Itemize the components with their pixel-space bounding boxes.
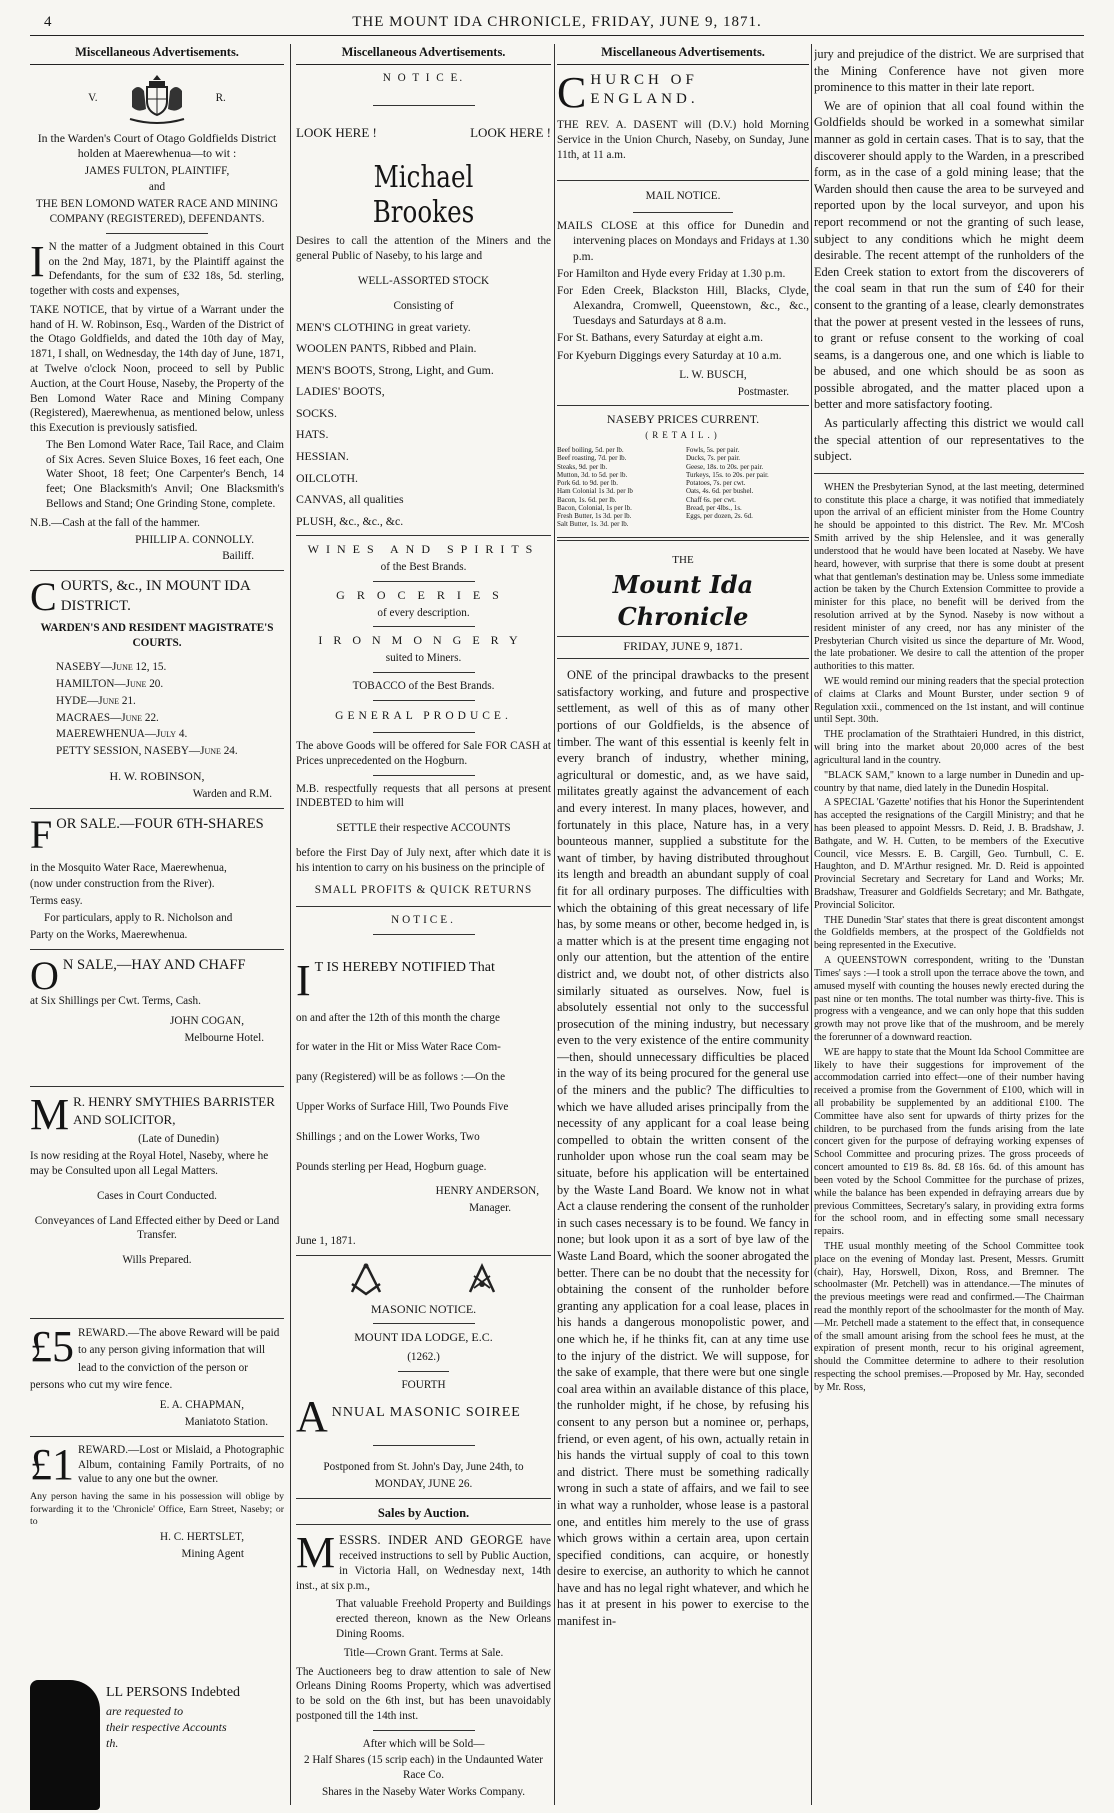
blot-line: their respective Accounts: [106, 1720, 227, 1735]
price-item: Bacon, Colonial, 1s per lb.: [557, 503, 632, 512]
smythies-text: Is now residing at the Royal Hotel, Naseby, where he may be Consulted upon all Legal Matters.: [30, 1150, 269, 1177]
mb-text: M.B. respectfully requests that all persons at present INDEBTED to him will: [296, 782, 551, 810]
stock-item: WOOLEN PANTS, Ribbed and Plain.: [296, 341, 477, 356]
price-item: Bread, per 4lbs., 1s.: [686, 503, 742, 512]
inder-title: ESSRS. INDER AND GEORGE: [339, 1532, 523, 1548]
divider: [633, 212, 734, 213]
drop-cap: I: [296, 956, 311, 1005]
notified-line: Pounds sterling per Head, Hogburn guage.: [296, 1160, 487, 1173]
divider: [373, 732, 475, 733]
news-paragraph: WE would remind our mining readers that the special protection of claims at Clarks and Mount Burster, under section 9 of Regulation xxii., commenced on the 1st instant, and will continue until Sept. 30th.: [814, 676, 1084, 726]
sale-line: (now under construction from the River).: [30, 878, 215, 891]
crest-letter-v: V.: [88, 92, 98, 105]
smythies-title: R. HENRY SMYTHIES BARRISTER AND SOLICITOR,: [73, 1093, 275, 1127]
inder-property: That valuable Freehold Property and Buildings erected thereon, known as the New Orleans Dining Rooms.: [336, 1598, 551, 1640]
mail-line: For Kyeburn Diggings every Saturday at 10 a.m.: [557, 349, 782, 362]
chapman-name: E. A. CHAPMAN,: [159, 1399, 244, 1412]
shares-line-2: Shares in the Naseby Water Works Company.: [321, 1786, 526, 1799]
court-date: MAEREWHENUA—July 4.: [56, 728, 188, 741]
cash-text: The above Goods will be offered for Sale FOR CASH at Prices unprecedented on the Hogburn.: [296, 739, 551, 767]
masthead: THE MOUNT IDA CHRONICLE, FRIDAY, JUNE 9, 1871.: [352, 14, 762, 30]
inder-title-line: Title—Crown Grant. Terms at Sale.: [343, 1646, 504, 1659]
soiree-title: NNUAL MASONIC SOIREE: [331, 1404, 521, 1420]
divider: [30, 570, 284, 571]
divider: [30, 1086, 284, 1087]
royal-coat-of-arms-icon: [122, 71, 192, 127]
column-heading: Miscellaneous Advertisements.: [557, 44, 809, 65]
stock-item: SOCKS.: [296, 405, 337, 420]
sale-line: For particulars, apply to R. Nicholson and: [44, 911, 233, 924]
stock-item: CANVAS, all qualities: [296, 492, 404, 507]
divider: [373, 700, 475, 701]
prices-heading: NASEBY PRICES CURRENT.: [606, 412, 760, 427]
wines-sub: of the Best Brands.: [380, 561, 467, 574]
tobacco-line: TOBACCO of the Best Brands.: [352, 680, 495, 693]
sale-line: in the Mosquito Water Race, Maerewhenua,: [30, 861, 227, 874]
michael-brookes-name: Michael Brookes: [372, 160, 475, 230]
shares-line: 2 Half Shares (15 scrip each) in the Undaunted Water Race Co.: [303, 1754, 544, 1782]
divider: [373, 1445, 475, 1446]
leader-article: [557, 667, 809, 1629]
reward1-text2: Any person having the same in his possession will oblige by forwarding it to the 'Chronicle' Office, Earn Street, Naseby; or to: [30, 1491, 284, 1527]
blot-line: th.: [106, 1736, 119, 1751]
divider: [30, 1436, 284, 1437]
news-items: [814, 482, 1084, 1395]
leader-text: ONE of the principal drawbacks to the present satisfactory working, and future and prospective settlement, as well of this as of many other portions of our Goldfields, is the absence of timber. The want of this essential is keenly felt in every branch of industry, whether mining, agricultural or domestic, and, as we have said, militates greatly against the advancement of each and every interest. In many places, however, and fortunately in this place, Nature has, in a very bounteous manner, supplied a substitute for the want of timber, by having distributed throughout its length and breadth an abundant supply of coal fit for all ordinary purposes. The difficulties with which the obtaining of this great necessary of life has, by some means or other, become hedged in, is a matter which is at the present time engaging not only our attention, but the attention of the entire district and, we doubt not, of other districts also similarly situated as ourselves. Now, fuel is absolutely essential not only to the successful prosecution of the mining industry, but necessary even to the very existence of the entire community—then, should unnecessary difficulties be placed in the way of its being procured for the general use of the miners and the public? The difficulties to which we have alluded arises principally from the necessity of any applicant for a coal lease being compelled to obtain the written consent of the runholder upon whose run the coal seam may be situate, before his application will be entertained by the Waste Land Board. We know not in what Act a clause rendering the consent of the runholder in such cases necessary is to be found. We fancy in none; but look upon it as a sort of bye law of the Waste Land Board, which the sooner abrogated the better. There can be no doubt that the necessity for obtaining the consent of the runholder before granting any application for a coal lease, places in his hands a dangerous monopolistic power, and one which he, if he thinks fit, can at any time use to the injury of the district. We will suppose, for the sake of example, that there were but one single coal area within an available distance of this place, the runholder might, if he chose, by refusing his consent to any person but a nominee or, perhaps, friend, or even agent, of his own, actually retain in his hands the virtual supply of coal to this town and district. There must be something radically wrong in such a state of affairs, and we fail to see in what way a runholder, whose lease is a pastoral one, and entitles him merely to the use of grass which grows within a certain area, upon certain specified conditions, can acquire, or honestly desire to exercise, an authority to which he cannot have and has no legal right whatever, and which he has it at present in his power to exercise to the manifest in-: [557, 668, 809, 1629]
inder-ad: [296, 1528, 551, 1593]
crest-row: [30, 71, 284, 127]
square-and-compass-icon: [348, 1262, 384, 1296]
produce-heading: GENERAL PRODUCE.: [335, 709, 512, 722]
anderson-title: Manager.: [469, 1202, 511, 1215]
wines-heading: WINES AND SPIRITS: [307, 542, 540, 557]
consisting-of: Consisting of: [393, 299, 454, 312]
masonic-notice: MASONIC NOTICE.: [370, 1301, 477, 1316]
brookes-intro: Desires to call the attention of the Miners and the general Public of Naseby, to his large and: [296, 235, 551, 263]
smythies-conveyances: Conveyances of Land Effected either by Deed or Land Transfer.: [34, 1214, 280, 1242]
stock-item: OILCLOTH.: [296, 470, 358, 485]
divider: [296, 535, 551, 536]
indebted-notice: [30, 1684, 284, 1751]
reward1-ad: [30, 1439, 284, 1489]
column-1: [30, 44, 284, 1805]
judgment-notice: [30, 236, 284, 299]
notified-line: on and after the 12th of this month the charge: [296, 1011, 500, 1024]
divider: [557, 537, 809, 538]
divider: [30, 1318, 284, 1319]
sale-title: OR SALE.—FOUR 6TH-SHARES: [56, 815, 264, 832]
price-item: Beef boiling, 5d. per lb.: [557, 446, 624, 455]
column-rule: [290, 44, 291, 1805]
inder-regret: The Auctioneers beg to draw attention to sale of New Orleans Dining Rooms Property, which was advertised to be sold on the 6th inst, but has been unavoidably postponed till the 14th inst.: [296, 1665, 551, 1722]
notice-heading-2: NOTICE.: [391, 914, 456, 927]
page-header: [30, 14, 1084, 36]
sale-ad: [30, 811, 284, 857]
column-heading: Miscellaneous Advertisements.: [30, 44, 284, 65]
drop-cap: M: [296, 1528, 336, 1578]
lodge-name: MOUNT IDA LODGE, E.C.: [354, 1330, 493, 1345]
column-heading: Miscellaneous Advertisements.: [296, 44, 551, 65]
column-rule: [554, 44, 555, 1805]
stock-item: HESSIAN.: [296, 448, 349, 463]
groceries-sub: of every description.: [377, 606, 470, 619]
stock-heading: WELL-ASSORTED STOCK: [357, 275, 490, 287]
divider: [557, 405, 809, 406]
page-number: 4: [44, 14, 52, 30]
price-item: Ham Colonial 1s 3d. per lb: [557, 487, 633, 496]
smythies-cases: Cases in Court Conducted.: [97, 1189, 217, 1202]
notice-heading: N O T I C E.: [382, 71, 465, 84]
news-paragraph: WE are happy to state that the Mount Ida School Committee are likely to have their suggestions for improvement of the accommodation carried into effect—one of their number having received a promise from the Government of £100, which will in all probability be supplemented by an additional £100. The Committee have also sent for upwards of thirty prizes for the children, to be purchased from the funds arising from the late concert given for the purpose of defraying working expenses of School Committee and procuring prizes. The gross proceeds of concert amounted to £19 8s. 8d. £8 16s. 6d. of this amount has been voted by the School Committee for the purchase of prizes, while the balance has been expended in defraying arrears due by previous Committees, Secretary's salary, in providing extra forms for the school room, and in effecting some small necessary repairs.: [814, 1046, 1084, 1238]
reward1-text: REWARD.—Lost or Mislaid, a Photographic Album, containing Family Portraits, of no value to any one but the owner.: [78, 1443, 284, 1486]
mail-line: For Eden Creek, Blackston Hill, Blacks, Clyde, Alexandra, Cromwell, Queenstown, &c., &c., Tuesdays and Saturdays at 8 a.m.: [557, 284, 809, 328]
fourth-line: FOURTH: [401, 1379, 446, 1392]
postponed-line: Postponed from St. John's Day, June 24th, to: [323, 1461, 524, 1474]
busch-title: Postmaster.: [737, 385, 789, 398]
price-item: Geese, 18s. to 20s. per pair.: [686, 462, 764, 471]
the-word: THE: [672, 553, 694, 566]
church-title: HURCH OF ENGLAND.: [590, 71, 699, 108]
blot-line: are requested to: [106, 1703, 184, 1718]
mail-line: For St. Bathans, every Saturday at eight a.m.: [557, 332, 764, 345]
price-item: Steaks, 9d. per lb.: [557, 462, 608, 471]
divider: [557, 540, 809, 541]
court-date: HYDE—June 21.: [56, 694, 136, 707]
smythies-sub: (Late of Dunedin): [138, 1133, 219, 1146]
notified-ad: [296, 956, 551, 1005]
bailiff-name: PHILLIP A. CONNOLLY.: [135, 533, 254, 546]
soiree-ad: [296, 1391, 551, 1441]
divider: [296, 1498, 551, 1499]
ironmongery-heading: IRONMONGERY: [318, 633, 529, 648]
sale-line: Terms easy.: [30, 895, 83, 908]
lead-paragraph: As particularly affecting this district we would call the special attention of our representatives to the subject.: [814, 416, 1084, 464]
drop-cap: £5: [30, 1321, 74, 1371]
small-profits: SMALL PROFITS & QUICK RETURNS: [314, 884, 533, 897]
drop-cap: C: [557, 67, 587, 117]
divider: [373, 775, 475, 776]
column-rule: [811, 44, 812, 1805]
news-paragraph: A SPECIAL 'Gazette' notifies that his Honor the Superintendent has accepted the resignations of the Cargill Ministry; and that he has been pleased to appoint Messrs. D. Reid, J. B. Bradshaw, J. Bathgate, and W. H. Cutten, to be members of the Executive Council, vice Messrs. E. B. Cargill, Geo. Turnbull, C. E. Haughton, and D. M'Arthur resigned. Mr. D. Reid is appointed Provincial Secretary and Secretary for Land and Works; Mr. Bradshaw, Treasurer and Goldfields Secretary; and Mr. Bathgate, Provincial Solicitor.: [814, 797, 1084, 911]
nb-line: N.B.—Cash at the fall of the hammer.: [30, 516, 200, 529]
notified-line: pany (Registered) will be as follows :—On the: [296, 1071, 506, 1084]
divider: [557, 658, 809, 659]
postponed-date: MONDAY, JUNE 26.: [374, 1478, 473, 1491]
divider: [106, 233, 208, 234]
divider: [557, 180, 809, 181]
ironmongery-sub: suited to Miners.: [385, 652, 462, 665]
drop-cap: F: [30, 811, 53, 857]
church-ad: [557, 67, 809, 117]
hay-line: at Six Shillings per Cwt. Terms, Cash.: [30, 994, 201, 1007]
brookes-items: [296, 320, 551, 530]
divider: [373, 581, 475, 582]
inder-text: have received instructions to sell by Public Auction, in Victoria Hall, on Wednesday next, 14th inst., at six p.m.,: [296, 1535, 551, 1592]
news-paragraph: "BLACK SAM," known to a large number in Dunedin and up-country by that name, died lately in the Dunedin Hospital.: [814, 769, 1084, 794]
divider: [30, 808, 284, 809]
crest-letter-r: R.: [215, 92, 226, 105]
chronicle-date: FRIDAY, JUNE 9, 1871.: [623, 639, 743, 654]
hertslet-name: H. C. HERTSLET,: [160, 1531, 244, 1544]
cogan-name: JOHN COGAN,: [170, 1015, 244, 1028]
property-text: The Ben Lomond Water Race, Tail Race, and Claim of Six Acres. Seven Sluice Boxes, 16 feet each, One Water Shoot, 18 feet; One Carpenter's Bench, 14 feet; One Blacksmith's Anvil; One Blacksmith's Bellows and Stand; One Grinding Stone, complete.: [46, 438, 284, 511]
sale-lines: [30, 853, 284, 943]
reward5-ad: [30, 1321, 284, 1394]
plaintiff: JAMES FULTON, PLAINTIFF,: [84, 164, 230, 177]
notified-line: Shillings ; and on the Lower Works, Two: [296, 1130, 480, 1143]
stock-item: HATS.: [296, 427, 329, 442]
and-word: and: [148, 181, 166, 194]
drop-cap: O: [30, 952, 59, 998]
divider: [296, 1255, 551, 1256]
price-item: Chaff 6s. per cwt.: [686, 495, 736, 504]
masonic-emblems: [296, 1262, 551, 1296]
robinson-title: Warden and R.M.: [192, 787, 272, 800]
mail-lines: [557, 219, 809, 364]
drop-cap: I: [30, 236, 45, 286]
sale-line: Party on the Works, Maerewhenua.: [30, 928, 188, 941]
divider: [373, 934, 475, 935]
look-here-left: LOOK HERE !: [296, 125, 377, 141]
after-line: After which will be Sold—: [362, 1737, 485, 1750]
judgment-text: N the matter of a Judgment obtained in this Court on the 2nd May, 1871, by the Plaintiff against the Defendants, for the sum of £32 18s, 5d. sterling, together with costs and expenses,: [30, 240, 284, 298]
divider: [557, 636, 809, 637]
price-item: Oats, 4s. 6d. per bushel.: [686, 487, 754, 496]
price-item: Turkeys, 15s. to 20s. per pair.: [686, 470, 769, 479]
july-text: before the First Day of July next, after which date it is his intention to carry on his business on the principle of: [296, 846, 551, 874]
stock-item: LADIES' BOOTS,: [296, 384, 385, 399]
news-paragraph: WHEN the Presbyterian Synod, at the last meeting, determined to constitute this place a charge, it was notified that immediately upon the arrival of an efficient minister from the Home Country he should be appointed to this district. The Rev. Mr. M'Cosh Smith arrived by the ship Helenslee, and it was generally understood that he would have been located at Naseby. We have heard, however, with surprise that there is some doubt at present what that gentleman's destination may be. Unless some immediate action be taken by the Church Extension Committee to provide a minister for this place, no benefit will be derived from the resolution arrived at by the Synod. Naseby is now without a resident minister of any creed, nor has any minister of the Presbyterian Church visited us since the departure of Mr. Wood, the late probationer. We desire to call the attention of the proper authorities to this matter.: [814, 481, 1084, 673]
lead-paragraph: We are of opinion that all coal found within the Goldfields should be worked in a somewhat similar manner as gold in certain cases. That is to say, that the discoverer should apply to the Warden, in a prescribed form, as in the case of a gold mining lease; that the Warden should then cause the area to be surveyed and reported upon by the local surveyor, and upon his report recommend or not the granting of such lease, subject to any conditions which he might deem desirable. The recent attempt of the runholders of the Eden Creek station to extort from the discoverers of the coal seam in that run the sum of £40 for their consent to the granting of a lease, clearly demonstrates that the power at present vested in the lessees of runs, to grant or refuse consent to the working of coal seams, is a dangerous one, and one which is liable to be abused, and one which should be as soon as possible abrogated, and the matter placed upon a better and more satisfactory footing.: [814, 98, 1084, 412]
price-item: Ducks, 7s. per pair.: [686, 454, 741, 463]
divider: [373, 672, 475, 673]
blot-line: LL PERSONS Indebted: [106, 1685, 241, 1700]
news-paragraph: THE Dunedin 'Star' states that there is great discontent amongst the Goldfields members, at the prospect of the Goldfields not being represented in the Executive.: [814, 914, 1084, 952]
price-item: Potatoes, 7s. per cwt.: [686, 479, 746, 488]
look-here-right: LOOK HERE !: [470, 125, 551, 141]
drop-cap: £1: [30, 1439, 74, 1489]
divider: [30, 949, 284, 950]
anderson-name: HENRY ANDERSON,: [435, 1185, 539, 1198]
price-item: Beef roasting, 7d. per lb.: [557, 454, 627, 463]
divider: [814, 473, 1084, 474]
court-dates: [30, 660, 284, 759]
news-paragraph: A QUEENSTOWN correspondent, writing to the 'Dunstan Times' says :—I took a stroll upon the terrace above the town, and amused myself with counting the houses newly erected during the past nine or ten months. The total number was thirty-five. This is progress with a vengeance, and we can only hope that this sudden growth may not prove like that of the mushroom, and be merely the forerunner of a downward reaction.: [814, 955, 1084, 1043]
notified-title: T IS HEREBY NOTIFIED That: [314, 960, 495, 975]
drop-cap: C: [30, 574, 57, 620]
notified-line: for water in the Hit or Miss Water Race Com-: [296, 1041, 501, 1054]
court-date: MACRAES—June 22.: [56, 711, 159, 724]
prices-table: [557, 446, 809, 529]
price-item: Fresh Butter, 1s 3d. per lb.: [557, 512, 632, 521]
take-notice-text: TAKE NOTICE, that by virtue of a Warrant under the hand of H. W. Robinson, Esq., Warden of the District of the Otago Goldfields, and dated the 10th day of May, 1871, I shall, on Wednesday, the 14th day of June, 1871, at Twelve o'clock Noon, proceed to sell by Public Auction, at the Court House, Naseby, the Property of the Ben Lomond Water Race and Mining Company (Registered), Maerewhenua, as mentioned below, unless this Execution is previously satisfied.: [30, 303, 284, 435]
courts-ad: [30, 574, 284, 620]
price-item: Eggs, per dozen, 2s. 6d.: [686, 512, 753, 521]
column-2: [296, 44, 551, 1805]
drop-cap: A: [296, 1391, 328, 1441]
drop-cap: M: [30, 1089, 70, 1139]
price-item: Mutton, 3d. to 5d. per lb.: [557, 470, 628, 479]
defendants: THE BEN LOMOND WATER RACE AND MINING COMPANY (REGISTERED), DEFENDANTS.: [35, 198, 279, 225]
divider: [398, 1371, 449, 1372]
bailiff-title: Bailiff.: [222, 550, 254, 563]
smythies-ad: [30, 1089, 284, 1139]
look-here-row: [296, 124, 551, 141]
prices-sub: (RETAIL.): [645, 430, 721, 441]
stock-item: MEN'S BOOTS, Strong, Light, and Gum.: [296, 362, 494, 377]
stock-item: PLUSH, &c., &c., &c.: [296, 513, 404, 528]
news-paragraph: THE usual monthly meeting of the School Committee took place on the evening of Monday last. Present, Messrs. Grumitt (chair), Hay, Horswell, Dixon, Ross, and Bremner. The schoolmaster (Mr. Petchell) was in attendance.—The minutes of the previous meetings were read and confirmed.—The Chairman read the monthly report of the schoolmaster for the month of May.—Mr. Petchell made a statement to the effect that, in consequence of the small amount arising from the school fees he must, at the expiration of present month, recur to his original agreement, should the Committee determine to adhere to their resolution respecting the school premises.—Proposed by Mr. Hay, seconded by Mr. Ross,: [814, 1240, 1084, 1393]
mail-heading: MAIL NOTICE.: [645, 190, 721, 203]
auction-heading: Sales by Auction.: [377, 1505, 470, 1520]
price-item: Bacon, 1s. 6d. per lb.: [557, 495, 617, 504]
reward5-text: REWARD.—The above Reward will be paid to any person giving information that will lead to the conviction of the person or persons who cut my wire fence.: [30, 1326, 280, 1391]
court-line: In the Warden's Court of Otago Goldfields District holden at Maerewhenua—to wit :: [37, 130, 277, 161]
price-item: Fowls, 5s. per pair.: [686, 446, 740, 455]
news-paragraph: THE proclamation of the Strathtaieri Hundred, in this district, will bring into the market about 20,000 acres of the best agricultural land in the country.: [814, 729, 1084, 766]
anderson-date: June 1, 1871.: [296, 1234, 356, 1247]
notified-lines: [296, 1001, 551, 1175]
divider: [296, 906, 551, 907]
court-date: HAMILTON—June 20.: [56, 678, 164, 691]
cogan-place: Melbourne Hotel.: [184, 1032, 264, 1045]
divider: [296, 1524, 551, 1525]
smythies-wills: Wills Prepared.: [122, 1254, 192, 1267]
court-date: NASEBY—June 12, 15.: [56, 661, 167, 674]
lead-paragraph: jury and prejudice of the district. We are surprised that the Mining Conference have not given more prominence to this matter in their late report.: [814, 47, 1084, 95]
courts-subtitle: WARDEN'S AND RESIDENT MAGISTRATE'S COURTS.: [40, 621, 274, 649]
hay-ad: [30, 952, 284, 998]
hay-title: N SALE,—HAY AND CHAFF: [62, 956, 246, 973]
price-item: Salt Butter, 1s. 3d. per lb.: [557, 520, 629, 529]
prices-left: [557, 446, 680, 529]
divider: [373, 1730, 475, 1731]
divider: [373, 626, 475, 627]
masonic-emblem-icon: [464, 1262, 500, 1296]
groceries-heading: GROCERIES: [336, 587, 511, 602]
hertslet-title: Mining Agent: [181, 1548, 244, 1561]
chronicle-title: Mount Ida Chronicle: [612, 570, 754, 631]
settle-line: SETTLE their respective ACCOUNTS: [336, 822, 511, 835]
notified-line: Upper Works of Surface Hill, Two Pounds Five: [296, 1100, 509, 1113]
leader-continued: [814, 46, 1084, 465]
chapman-place: Maniatoto Station.: [184, 1416, 268, 1429]
stock-item: MEN'S CLOTHING in great variety.: [296, 319, 471, 334]
price-item: Pork 6d. to 9d. per lb.: [557, 479, 619, 488]
prices-right: [686, 446, 809, 529]
courts-title: OURTS, &c., IN MOUNT IDA DISTRICT.: [60, 578, 250, 614]
column-3: [557, 44, 809, 1805]
church-text: THE REV. A. DASENT will (D.V.) hold Morning Service in the Union Church, Naseby, on Sunday, June 11th, at 11 a.m.: [557, 119, 809, 161]
busch-name: L. W. BUSCH,: [679, 368, 747, 381]
mail-line: MAILS CLOSE at this office for Dunedin and intervening places on Mondays and Fridays at 1.30 p.m.: [557, 220, 809, 263]
court-date: PETTY SESSION, NASEBY—June 24.: [56, 745, 238, 758]
divider: [373, 105, 475, 106]
lodge-number: (1262.): [407, 1351, 440, 1364]
mail-line: For Hamilton and Hyde every Friday at 1.30 p.m.: [557, 267, 786, 280]
column-4: [814, 46, 1084, 1805]
robinson-name: H. W. ROBINSON,: [109, 769, 205, 783]
divider: [373, 1323, 475, 1324]
